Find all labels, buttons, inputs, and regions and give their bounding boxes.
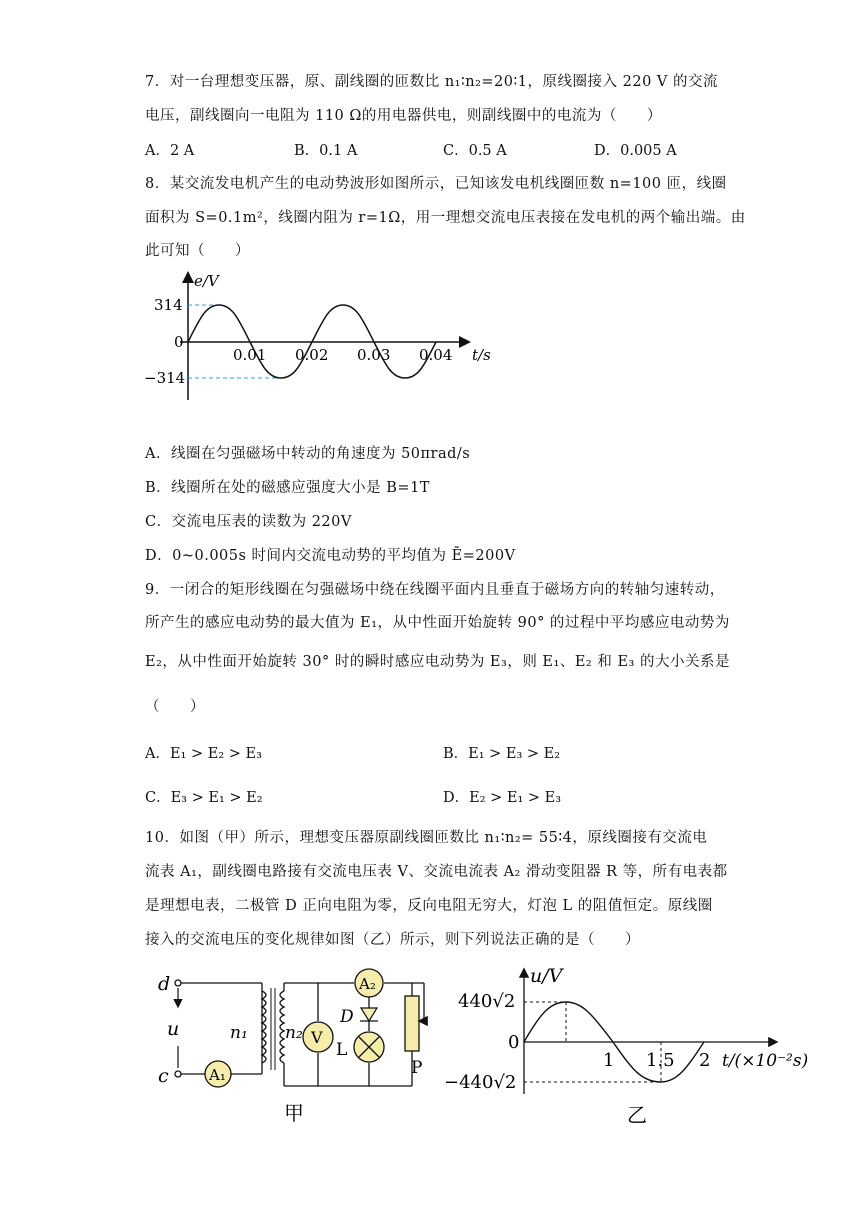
q10-xtick-1-5: 1.5 (646, 1050, 675, 1071)
lamp-label: L (336, 1040, 348, 1060)
label-u: u (167, 1018, 180, 1040)
q10-xlabel: t/(×10⁻²s) (722, 1051, 809, 1071)
label-d: d (158, 973, 171, 995)
label-c: c (158, 1065, 169, 1087)
ammeter-a1-label: A₁ (209, 1066, 226, 1084)
q10-xtick-2: 2 (699, 1050, 711, 1071)
q8-ylabel: e/V (194, 272, 219, 290)
q10-voltage-graph (440, 964, 820, 1136)
q9-line1: 9．一闭合的矩形线圈在匀强磁场中绕在线圈平面内且垂直于磁场方向的转轴匀速转动， (145, 582, 725, 598)
secondary-coil (280, 991, 284, 1063)
terminal-d (175, 980, 181, 986)
terminal-c (175, 1071, 181, 1077)
q8-xtick-3: 0.03 (357, 346, 391, 364)
ammeter-a2-label: A₂ (359, 975, 376, 993)
q8-option-c: C．交流电压表的读数为 220V (145, 514, 352, 530)
q7-option-d: D．0.005 A (594, 143, 677, 159)
q9-option-c: C．E₃ > E₁ > E₂ (145, 790, 263, 806)
q9-option-a: A．E₁ > E₂ > E₃ (145, 746, 262, 762)
rheostat-r (405, 996, 419, 1051)
q9-line4: （ ） (145, 699, 205, 715)
q8-line2: 面积为 S=0.1m²，线圈内阻为 r=1Ω，用一理想交流电压表接在发电机的两个输出端。由 (145, 210, 746, 226)
q7-option-b: B．0.1 A (294, 143, 358, 159)
q10-ytick-top: 440√2 (458, 991, 516, 1012)
diode-d (361, 1008, 377, 1021)
q9-line2: 所产生的感应电动势的最大值为 E₁，从中性面开始旋转 90° 的过程中平均感应电动势为 (145, 615, 730, 631)
q10-ytick-bottom: −440√2 (444, 1072, 517, 1093)
label-n1: n₁ (230, 1023, 248, 1043)
q7-line1: 7．对一台理想变压器，原、副线圈的匝数比 n₁∶n₂=20∶1，原线圈接入 220 V 的交流 (145, 74, 718, 90)
q10-line1: 10．如图（甲）所示，理想变压器原副线圈匝数比 n₁∶n₂= 55∶4，原线圈接有交流电 (145, 830, 708, 846)
q8-xtick-1: 0.01 (233, 346, 267, 364)
q8-line1: 8．某交流发电机产生的电动势波形如图所示，已知该发电机线圈匝数 n=100 匝，线圈 (145, 176, 727, 192)
q10-ytick-zero: 0 (508, 1032, 520, 1053)
diode-label: D (340, 1007, 354, 1027)
caption-yi: 乙 (627, 1103, 647, 1127)
q10-ylabel: u/V (530, 965, 563, 987)
q7-option-a: A．2 A (145, 143, 195, 159)
q9-line3: E₂，从中性面开始旋转 30° 时的瞬时感应电动势为 E₃，则 E₁、E₂ 和 E₃ 的大小关系是 (145, 654, 730, 670)
q8-xlabel: t/s (472, 346, 491, 364)
q7-line2: 电压，副线圈向一电阻为 110 Ω的用电器供电，则副线圈中的电流为（ ） (145, 108, 662, 124)
label-n2: n₂ (285, 1023, 303, 1043)
q8-ytick-top: 314 (154, 296, 183, 314)
q10-line3: 是理想电表，二极管 D 正向电阻为零，反向电阻无穷大，灯泡 L 的阻值恒定。原线圈 (145, 898, 713, 914)
q9-option-b: B．E₁ > E₃ > E₂ (443, 746, 561, 762)
q8-option-b: B．线圈所在处的磁感应强度大小是 B=1T (145, 480, 430, 496)
q8-option-d: D．0~0.005s 时间内交流电动势的平均值为 Ē=200V (145, 548, 516, 564)
caption-jia: 甲 (284, 1101, 304, 1125)
q9-option-d: D．E₂ > E₁ > E₃ (443, 790, 562, 806)
rheostat-label: P (411, 1058, 423, 1078)
q10-circuit-diagram (150, 966, 440, 1136)
q8-ytick-bottom: −314 (144, 369, 186, 387)
q8-option-a: A．线圈在匀强磁场中转动的角速度为 50πrad/s (145, 446, 471, 462)
q7-option-c: C．0.5 A (443, 143, 507, 159)
q8-xtick-2: 0.02 (295, 346, 329, 364)
q8-ytick-zero: 0 (174, 333, 184, 351)
voltmeter-v-label: V (311, 1028, 323, 1047)
q10-line2: 流表 A₁，副线圈电路接有交流电压表 V、交流电流表 A₂ 滑动变阻器 R 等，所有电表都 (145, 864, 728, 880)
q10-line4: 接入的交流电压的变化规律如图（乙）所示，则下列说法正确的是（ ） (145, 932, 640, 948)
q10-xtick-1: 1 (603, 1050, 615, 1071)
q8-line3: 此可知（ ） (145, 243, 250, 259)
q8-emf-graph (140, 268, 510, 408)
q8-xtick-4: 0.04 (419, 346, 453, 364)
